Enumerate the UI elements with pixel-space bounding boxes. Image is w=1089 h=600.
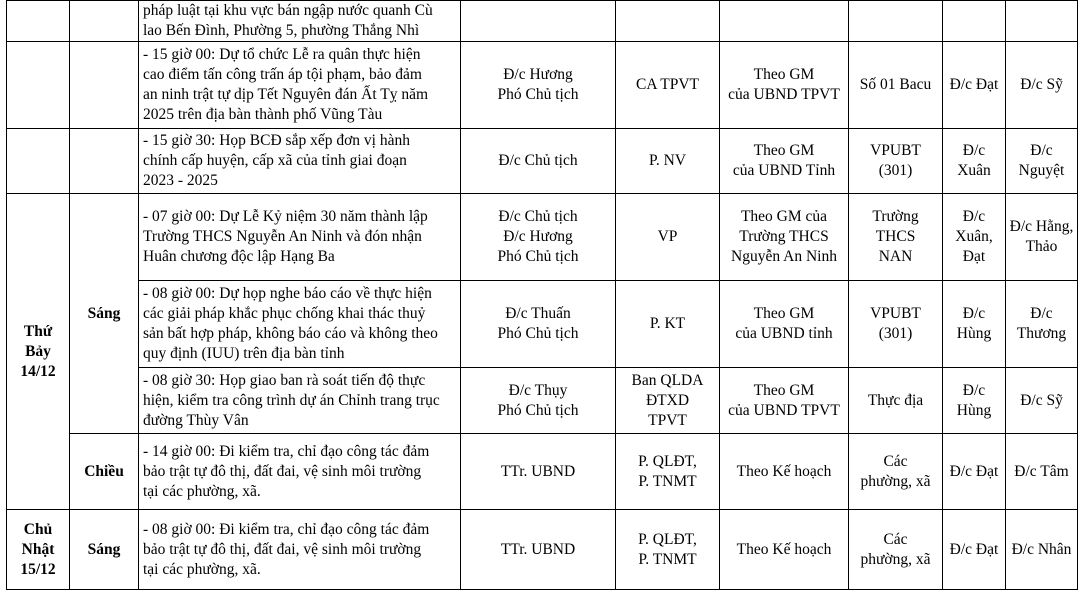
prep-cell: VP [616,194,720,281]
table-row [7,129,1078,194]
table-row [7,368,1078,434]
invite-cell: Theo Kế hoạch [720,434,849,510]
chair-cell [461,1,616,42]
table-row [7,194,1078,281]
support-cell: Đ/c Nguyệt [1006,129,1078,194]
invite-cell: Theo Kế hoạch [720,510,849,590]
attend-cell: Đ/c Hùng [943,368,1006,434]
prep-cell [616,1,720,42]
prep-cell: P. QLĐT, P. TNMT [616,434,720,510]
attend-cell: Đ/c Xuân, Đạt [943,194,1006,281]
day-cell-sunday: Chủ Nhật 15/12 [7,510,70,590]
attend-cell [943,1,1006,42]
venue-cell: Thực địa [849,368,943,434]
support-cell: Đ/c Sỹ [1006,368,1078,434]
content-cell: pháp luật tại khu vực bán ngập nước quanh Cù lao Bến Đình, Phường 5, phường Thắng Nhì [139,1,461,42]
support-cell: Đ/c Nhân [1006,510,1078,590]
support-cell: Đ/c Sỹ [1006,42,1078,129]
session-cell [70,1,139,42]
table-row [7,434,1078,510]
chair-cell: TTr. UBND [461,510,616,590]
day-cell [7,1,70,42]
chair-cell: TTr. UBND [461,434,616,510]
chair-cell: Đ/c Chủ tịch Đ/c Hương Phó Chủ tịch [461,194,616,281]
attend-cell: Đ/c Xuân [943,129,1006,194]
support-cell: Đ/c Thương [1006,281,1078,368]
chair-cell: Đ/c Hương Phó Chủ tịch [461,42,616,129]
content-cell: - 07 giờ 00: Dự Lễ Kỷ niệm 30 năm thành lập Trường THCS Nguyễn An Ninh và đón nhận Huân chương độc lập Hạng Ba [139,194,461,281]
invite-cell: Theo GM của Trường THCS Nguyễn An Ninh [720,194,849,281]
content-cell: - 14 giờ 00: Đi kiểm tra, chỉ đạo công tác đảm bảo trật tự đô thị, đất đai, vệ sinh môi trường tại các phường, xã. [139,434,461,510]
prep-cell: P. QLĐT, P. TNMT [616,510,720,590]
prep-cell: P. KT [616,281,720,368]
content-cell: - 15 giờ 30: Họp BCĐ sắp xếp đơn vị hành chính cấp huyện, cấp xã của tỉnh giai đoạn 2023 - 2025 [139,129,461,194]
venue-cell: VPUBT (301) [849,129,943,194]
table-row [7,510,1078,590]
venue-cell: Số 01 Bacu [849,42,943,129]
support-cell: Đ/c Tâm [1006,434,1078,510]
content-cell: - 08 giờ 30: Họp giao ban rà soát tiến độ thực hiện, kiểm tra công trình dự án Chỉnh trang trục đường Thùy Vân [139,368,461,434]
venue-cell: Trường THCS NAN [849,194,943,281]
venue-cell: Các phường, xã [849,434,943,510]
day-cell [7,42,70,129]
day-cell [7,129,70,194]
invite-cell: Theo GM của UBND Tỉnh [720,129,849,194]
invite-cell: Theo GM của UBND TPVT [720,368,849,434]
schedule-table [6,0,1078,590]
venue-cell: VPUBT (301) [849,281,943,368]
attend-cell: Đ/c Đạt [943,510,1006,590]
invite-cell: Theo GM của UBND tỉnh [720,281,849,368]
venue-cell [849,1,943,42]
venue-cell: Các phường, xã [849,510,943,590]
attend-cell: Đ/c Đạt [943,434,1006,510]
day-cell-saturday: Thứ Bảy 14/12 [7,194,70,510]
attend-cell: Đ/c Đạt [943,42,1006,129]
content-cell: - 08 giờ 00: Đi kiểm tra, chỉ đạo công tác đảm bảo trật tự đô thị, đất đai, vệ sinh môi trường tại các phường, xã. [139,510,461,590]
support-cell: Đ/c Hằng, Thảo [1006,194,1078,281]
table-row [7,1,1078,42]
table-row [7,281,1078,368]
support-cell [1006,1,1078,42]
session-cell-morning: Sáng [70,510,139,590]
session-cell-afternoon: Chiều [70,434,139,510]
chair-cell: Đ/c Thuấn Phó Chủ tịch [461,281,616,368]
table-row [7,42,1078,129]
session-cell-morning: Sáng [70,194,139,434]
content-cell: - 15 giờ 00: Dự tổ chức Lễ ra quân thực hiện cao điểm tấn công trấn áp tội phạm, bảo đảm an ninh trật tự dịp Tết Nguyên đán Ất Tỵ năm 2025 trên địa bàn thành phố Vũng Tàu [139,42,461,129]
invite-cell [720,1,849,42]
prep-cell: CA TPVT [616,42,720,129]
content-cell: - 08 giờ 00: Dự họp nghe báo cáo về thực hiện các giải pháp khắc phục chống khai thác thuỷ sản bất hợp pháp, không báo cáo và không theo quy định (IUU) trên địa bàn tỉnh [139,281,461,368]
chair-cell: Đ/c Chủ tịch [461,129,616,194]
prep-cell: P. NV [616,129,720,194]
invite-cell: Theo GM của UBND TPVT [720,42,849,129]
attend-cell: Đ/c Hùng [943,281,1006,368]
session-cell [70,42,139,129]
chair-cell: Đ/c Thụy Phó Chủ tịch [461,368,616,434]
session-cell [70,129,139,194]
prep-cell: Ban QLDA ĐTXD TPVT [616,368,720,434]
